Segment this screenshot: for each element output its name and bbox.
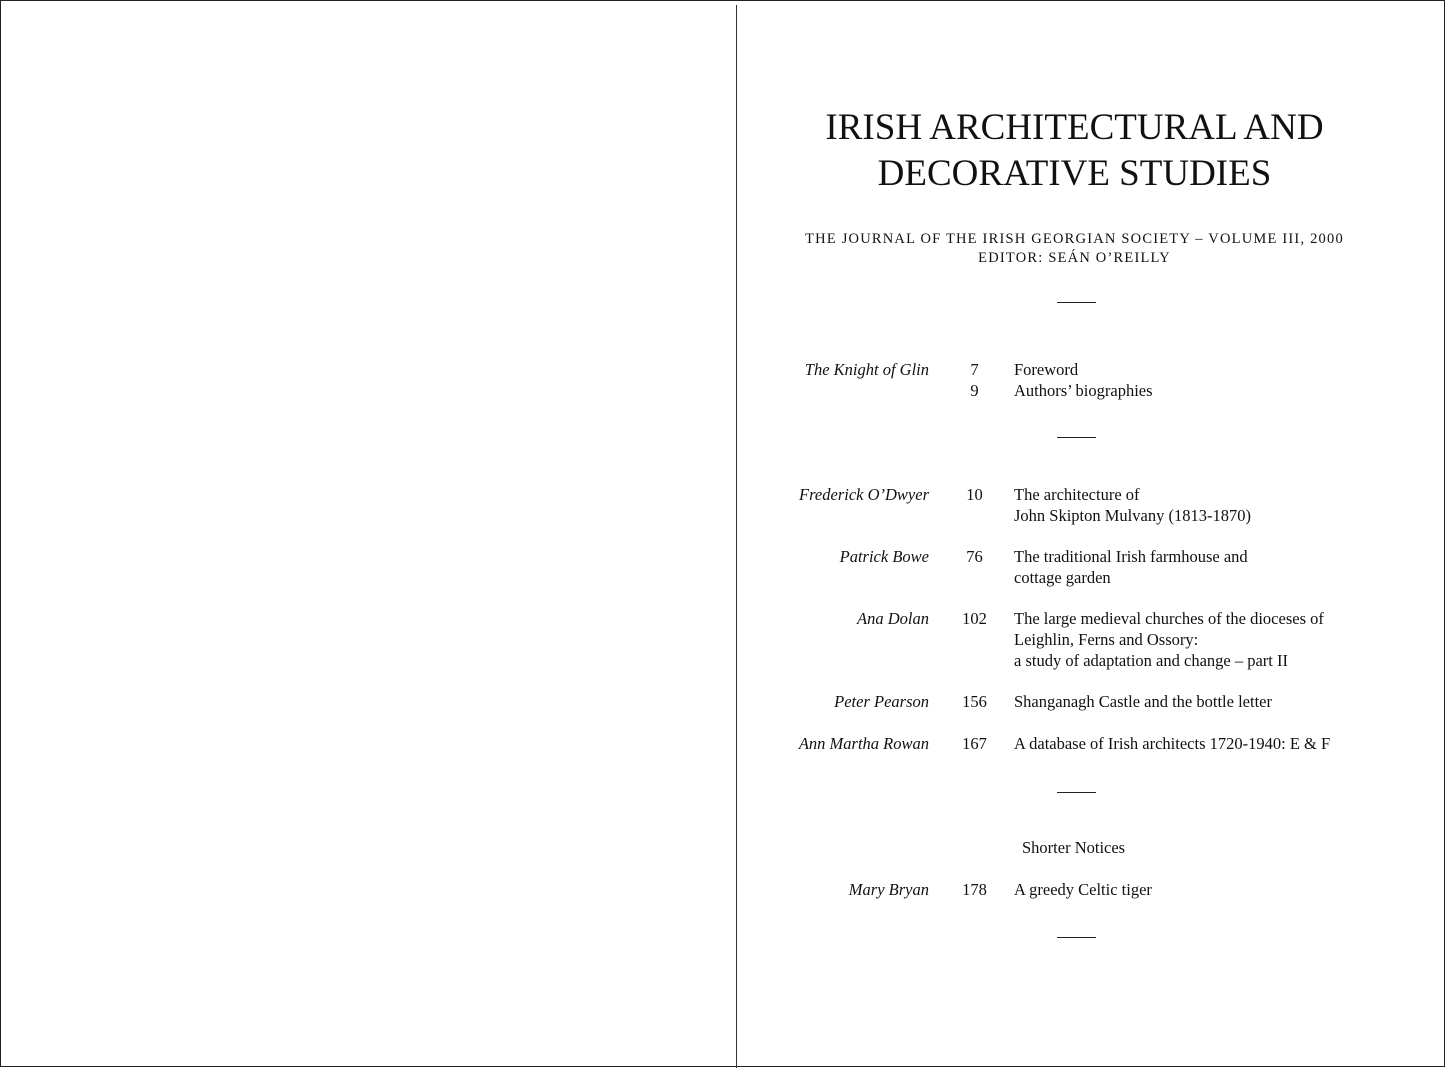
entry-titles	[1014, 691, 1434, 712]
entry-titles	[1014, 608, 1434, 671]
entry-pages	[937, 359, 1012, 401]
entry-page-number: 156	[962, 692, 987, 711]
entry-pages	[937, 691, 1012, 712]
divider-rule	[1057, 302, 1096, 303]
entry-titles	[1014, 359, 1434, 401]
entry-author: Ana Dolan	[857, 609, 929, 628]
entry-page-number: 9	[970, 381, 979, 400]
entry-pages	[937, 733, 1012, 754]
entry-page-number: 7	[970, 360, 979, 379]
contents-page	[737, 1, 1444, 1066]
entry-title-line: cottage garden	[1014, 568, 1111, 587]
entry-author: Mary Bryan	[848, 880, 929, 899]
divider-rule	[1057, 937, 1096, 938]
entry-page-number: 10	[966, 485, 983, 504]
editor-line: EDITOR: SEÁN O’REILLY	[978, 250, 1171, 266]
divider-rule	[1057, 792, 1096, 793]
entry-title-line: Shanganagh Castle and the bottle letter	[1014, 692, 1272, 711]
journal-title	[737, 105, 1412, 197]
entry-pages	[937, 546, 1012, 567]
entry-titles	[1014, 546, 1434, 588]
entry-author: Ann Martha Rowan	[798, 734, 929, 753]
entry-author: Frederick O’Dwyer	[799, 485, 929, 504]
entry-page-number: 76	[966, 547, 983, 566]
divider-rule	[1057, 437, 1096, 438]
journal-volume-line: THE JOURNAL OF THE IRISH GEORGIAN SOCIETY – VOLUME III, 2000	[805, 231, 1344, 247]
entry-title-line: The large medieval churches of the dioceses of	[1014, 609, 1324, 628]
entry-author: The Knight of Glin	[804, 360, 929, 379]
entry-title-line: a study of adaptation and change – part II	[1014, 651, 1288, 670]
entry-page-number: 178	[962, 880, 987, 899]
entry-author: Patrick Bowe	[839, 547, 929, 566]
entry-title-line: The architecture of	[1014, 485, 1140, 504]
entry-titles	[1014, 733, 1434, 754]
entry-page-number: 167	[962, 734, 987, 753]
entry-titles	[1014, 879, 1434, 900]
entry-title-line: Authors’ biographies	[1014, 381, 1153, 400]
entry-title-line: A greedy Celtic tiger	[1014, 880, 1152, 899]
entry-title-line: The traditional Irish farmhouse and	[1014, 547, 1248, 566]
journal-title-line-2: DECORATIVE STUDIES	[877, 153, 1272, 194]
entry-author: Peter Pearson	[834, 692, 929, 711]
entry-pages	[937, 484, 1012, 505]
entry-pages	[937, 879, 1012, 900]
entry-title-line: Foreword	[1014, 360, 1079, 379]
entry-title-line: Leighlin, Ferns and Ossory:	[1014, 630, 1199, 649]
entry-pages	[937, 608, 1012, 629]
entry-page-number: 102	[962, 609, 987, 628]
entry-titles	[1014, 484, 1434, 526]
entry-title-line: A database of Irish architects 1720-1940: E & F	[1014, 734, 1331, 753]
entry-title-line: John Skipton Mulvany (1813-1870)	[1014, 506, 1251, 525]
journal-subtitle	[737, 230, 1412, 268]
shorter-notices-heading: Shorter Notices	[1022, 838, 1126, 857]
journal-title-line-1: IRISH ARCHITECTURAL AND	[825, 107, 1324, 148]
